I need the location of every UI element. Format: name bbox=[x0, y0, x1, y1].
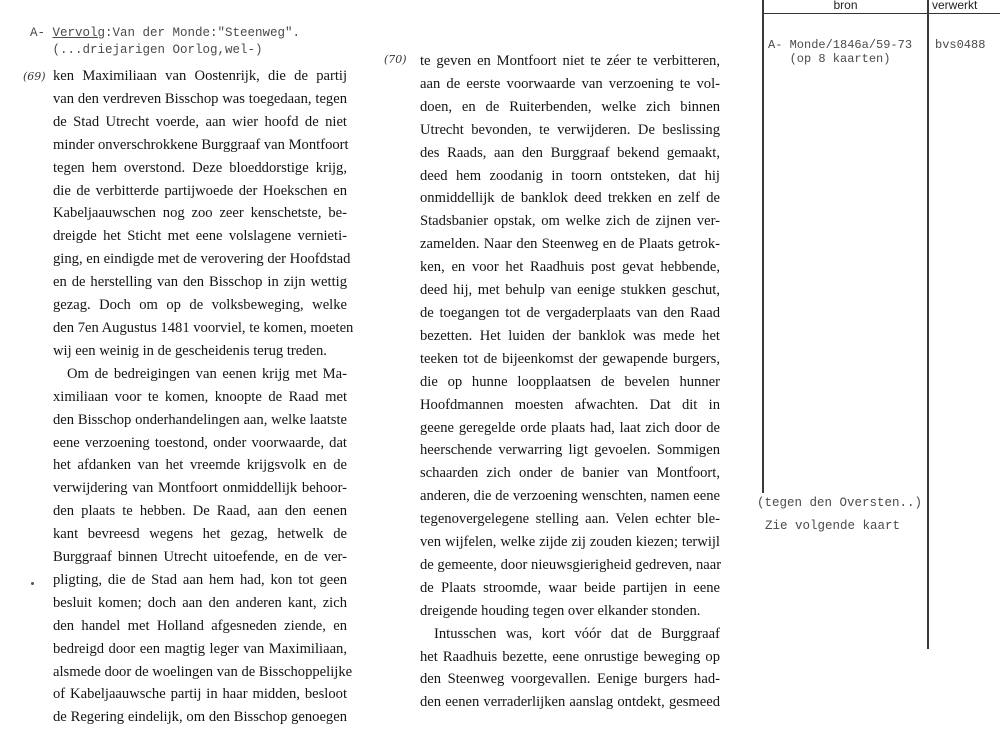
bron-reference: A- Monde/1846a/59-73 bbox=[768, 38, 913, 52]
text-line: onmiddellijk de banklok deed trekken en zelf de bbox=[420, 190, 720, 207]
text-line: die op hunne loopplaatsen de bevelen hunner bbox=[420, 373, 720, 390]
text-line: alsmede door de woelingen van de Bisschoppelijke bbox=[53, 663, 353, 680]
text-line: Om de bedreigingen van eenen krijg met Ma- bbox=[67, 365, 347, 382]
text-line: pligting, die de Stad aan hem had, kon tot geen bbox=[53, 571, 347, 588]
text-line: ximiliaan voor te komen, knoopte de Raad met bbox=[53, 388, 347, 405]
text-line: en de herstelling van den Bisschop in zijn wettig bbox=[53, 274, 347, 291]
page-number-right: (70) bbox=[384, 53, 407, 66]
text-line: besluit komen; doch aan den anderen kant, zich bbox=[53, 594, 347, 611]
bron-card-count: (op 8 kaarten) bbox=[768, 52, 891, 66]
text-line: heerschende verwarring ligt gevoelen. Sommigen bbox=[420, 442, 720, 459]
text-line: de gemeente, door nieuwsgierigheid gedreven, naar bbox=[420, 556, 722, 573]
text-line: wij een weinig in de gescheidenis terug treden. bbox=[53, 342, 327, 359]
text-line: den eenen verraderlijken aanslag ontdekt, gesmeed bbox=[420, 694, 720, 711]
text-column-right bbox=[420, 50, 720, 714]
text-line: doen, en de Ruiterbenden, welke zich binnen bbox=[420, 98, 720, 115]
text-line: het afdanken van het vreemde krijgsvolk en de bbox=[53, 457, 347, 474]
text-line: Kabeljaauwschen nog zoo zeer kenschetste, be- bbox=[53, 205, 347, 222]
text-line: den Bisschop onderhandelingen aan, welke laatste bbox=[53, 411, 347, 428]
text-line: de Plaats stroomde, waar beide partijen in eene bbox=[420, 579, 720, 596]
text-line: de toegangen tot de vergaderplaats van den Raad bbox=[420, 304, 720, 321]
text-line: des Raads, aan den Burggraaf bekend gemaakt, bbox=[420, 144, 720, 161]
text-line: van den verdreven Bisschop was toegedaan, tegen bbox=[53, 90, 347, 107]
text-line: schaarden zich onder de banier van Montfoort, bbox=[420, 465, 720, 482]
text-line: Stadsbanier opstak, om welke zich de zijnen ver- bbox=[420, 213, 720, 230]
text-line: gezag. Doch om op de volksbeweging, welke bbox=[53, 297, 347, 314]
text-line: tegen hem overstond. Deze bloeddorstige krijg, bbox=[53, 159, 347, 176]
text-line: aan de eerste voorwaarde van verzoening te vol- bbox=[420, 75, 720, 92]
text-line: ken Maximiliaan van Oostenrijk, die de partij bbox=[53, 68, 347, 84]
stray-dot-mark bbox=[31, 582, 34, 585]
header-title: :Van der Monde:"Steenweg". bbox=[105, 26, 301, 40]
text-line: den handel met Holland afgesneden ziende, en bbox=[53, 617, 347, 634]
table-divider-middle bbox=[927, 0, 929, 649]
page-number-left: (69) bbox=[23, 70, 46, 83]
text-line: verwijdering van Montfoort onmiddellijk behoor- bbox=[53, 480, 347, 497]
text-line: te geven en Montfoort niet te zéer te verbitteren, bbox=[420, 53, 720, 69]
text-line: Utrecht bevonden, te verwijderen. De beslissing bbox=[420, 121, 720, 138]
text-line: Intusschen was, kort vóór dat de Burggraaf bbox=[434, 625, 720, 642]
text-line: het Raadhuis bezette, eene onrustige beweging op bbox=[420, 648, 720, 665]
header-label-vervolg: Vervolg bbox=[52, 26, 106, 40]
column-header-verwerkt: verwerkt bbox=[932, 0, 978, 12]
text-line: tegenovergelegene stelling aan. Velen echter ble- bbox=[420, 511, 720, 528]
text-line: kant bevreesd wegens het gezag, hetwelk de bbox=[53, 526, 347, 543]
text-line: zamelden. Naar den Steenweg en de Plaats getrok- bbox=[420, 236, 720, 253]
text-line: de Stad Utrecht voerde, aan wier hoofd de niet bbox=[53, 113, 347, 130]
table-header-rule bbox=[762, 13, 1000, 14]
text-line: den 7en Augustus 1481 voorviel, te komen, moeten bbox=[53, 319, 354, 336]
text-line: geene geregelde orde plaats had, laat zich door de bbox=[420, 419, 720, 436]
text-line: dreigende houding tegen over elkander stonden. bbox=[420, 602, 701, 619]
text-column-left bbox=[53, 65, 354, 729]
text-line: ken, en voor het Raadhuis post gevat hebbende, bbox=[420, 259, 720, 276]
text-line: anderen, die de verzoening wenschten, namen eene bbox=[420, 488, 720, 505]
text-line: Hoofdmannen moesten afwachten. Dat dit in bbox=[420, 396, 720, 413]
see-next-card-note: Zie volgende kaart bbox=[765, 519, 901, 533]
text-line: die de verbitterde partijwoede der Hoekschen en bbox=[53, 182, 347, 199]
column-header-bron: bron bbox=[833, 0, 858, 12]
text-line: den plaats te hebben. De Raad, aan den eenen bbox=[53, 503, 347, 520]
text-line: minder onverschrokkene Burggraaf van Montfoort bbox=[53, 136, 349, 153]
text-line: Burggraaf binnen Utrecht uitoefende, en de ver- bbox=[53, 549, 347, 566]
text-line: de Regering eindelijk, om den Bisschop genoegen bbox=[53, 709, 347, 726]
text-line: dreigde het Sticht met eene volslagene vernieti- bbox=[53, 228, 347, 245]
header-prefix: A- bbox=[30, 26, 53, 40]
text-line: den Steenweg voorgevallen. Eenige burgers had- bbox=[420, 671, 720, 688]
text-line: bezetten. Het luiden der banklok was mede het bbox=[420, 327, 720, 344]
bron-cell bbox=[768, 38, 912, 66]
verwerkt-cell: bvs0488 bbox=[935, 38, 986, 52]
table-divider-left bbox=[762, 0, 764, 493]
text-line: teeken tot de bijeenkomst der gewapende burgers, bbox=[420, 350, 720, 367]
text-line: ging, en eindigde met de verovering der Hoofdstad bbox=[53, 251, 351, 268]
text-line: of Kabeljaauwsche partij in haar midden, besloot bbox=[53, 686, 347, 703]
header-line2: (...driejarigen Oorlog,wel-) bbox=[30, 43, 263, 57]
text-line: deed hij, met behulp van eenige stukken geschut, bbox=[420, 282, 720, 299]
text-line: eene verzoening toestond, onder voorwaarde, dat bbox=[53, 434, 347, 451]
text-line: bedreigd door een magtig leger van Maximiliaan, bbox=[53, 640, 347, 657]
text-line: ven wijfelen, welke zijde zij zouden kiezen; terwijl bbox=[420, 534, 720, 551]
continuation-note: (tegen den Oversten..) bbox=[757, 496, 923, 510]
text-line: deed hem zoodanig in toorn ontsteken, dat hij bbox=[420, 167, 720, 184]
card-header-note bbox=[30, 25, 300, 59]
